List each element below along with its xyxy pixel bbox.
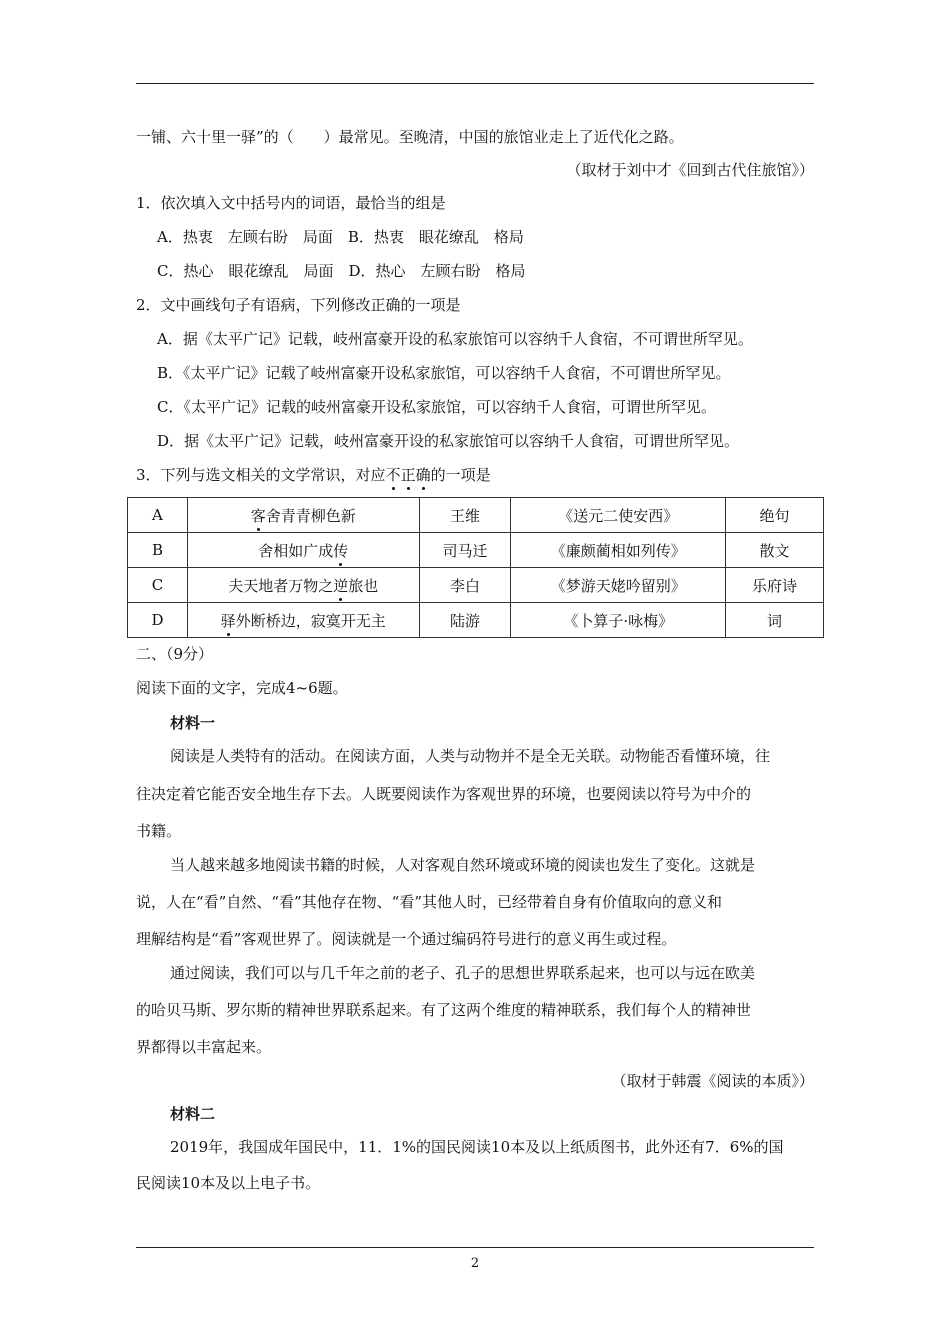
author-cell: 王维 — [419, 498, 511, 533]
page-number: 2 — [470, 1256, 480, 1271]
paragraph-line: 通过阅读，我们可以与几千年之前的老子、孔子的思想世界联系起来，也可以与远在欧美 — [170, 964, 756, 982]
paragraph-line: 民阅读10本及以上电子书。 — [136, 1174, 321, 1192]
table-row — [128, 533, 824, 568]
q2-option-b: B．《太平广记》记载了岐州富豪开设私家旅馆，可以容纳千人食宿，不可谓世所罕见。 — [157, 364, 731, 382]
row-letter: A — [128, 498, 188, 533]
footer-rule — [136, 1247, 814, 1248]
material-one-title: 材料一 — [170, 714, 216, 732]
genre-cell: 乐府诗 — [726, 568, 824, 603]
q2-option-a: A．据《太平广记》记载，岐州富豪开设的私家旅馆可以容纳千人食宿，不可谓世所罕见。 — [157, 330, 753, 348]
table-row — [128, 498, 824, 533]
header-rule — [136, 83, 814, 84]
paragraph-line: 当人越来越多地阅读书籍的时候，人对客观自然环境或环境的阅读也发生了变化。这就是 — [170, 856, 756, 874]
emphasis-char: 驿 — [220, 611, 236, 630]
paragraph-line: 理解结构是“看”客观世界了。阅读就是一个通过编码符号进行的意义再生或过程。 — [136, 930, 677, 948]
q3-stem — [136, 465, 491, 485]
emphasis-char: 不 — [385, 466, 401, 484]
work-cell: 《梦游天姥吟留别》 — [511, 568, 726, 603]
row-letter: B — [128, 533, 188, 568]
row-letter: C — [128, 568, 188, 603]
work-cell: 《送元二使安西》 — [511, 498, 726, 533]
q2-option-c: C．《太平广记》记载的岐州富豪开设私家旅馆，可以容纳千人食宿，可谓世所罕见。 — [157, 398, 716, 416]
genre-cell: 绝句 — [726, 498, 824, 533]
q2-stem: 2．文中画线句子有语病，下列修改正确的一项是 — [136, 296, 461, 314]
table-row — [128, 568, 824, 603]
passage-source: （取材于刘中才《回到古代住旅馆》） — [566, 161, 814, 179]
q3-stem-after: 的一项是 — [430, 466, 491, 484]
author-cell: 司马迁 — [419, 533, 511, 568]
paragraph-line: 往决定着它能否安全地生存下去。人既要阅读作为客观世界的环境，也要阅读以符号为中介的 — [136, 785, 752, 803]
emphasis-char: 逆 — [333, 576, 349, 595]
paragraph-line: 阅读是人类特有的活动。在阅读方面，人类与动物并不是全无关联。动物能否看懂环境，往 — [170, 747, 771, 765]
table-row — [128, 603, 824, 638]
material-one-source: （取材于韩震《阅读的本质》） — [611, 1072, 814, 1090]
genre-cell: 散文 — [726, 533, 824, 568]
section-title: 二、（9分） — [136, 645, 214, 663]
q3-stem-before: 3．下列与选文相关的文学常识，对应 — [136, 466, 386, 484]
paragraph-line: 书籍。 — [136, 822, 182, 840]
q1-options-ab: A．热衷 左顾右盼 局面 B．热衷 眼花缭乱 格局 — [157, 228, 524, 246]
material-two-title: 材料二 — [170, 1105, 216, 1123]
quote-cell: 夫天地者万物之逆旅也 — [187, 568, 419, 603]
work-cell: 《廉颇蔺相如列传》 — [511, 533, 726, 568]
row-letter: D — [128, 603, 188, 638]
author-cell: 陆游 — [419, 603, 511, 638]
paragraph-line: 说，人在“看”自然、“看”其他存在物、“看”其他人时，已经带着自身有价值取向的意义和 — [136, 893, 723, 911]
emphasis-char: 客 — [250, 506, 266, 525]
section-intro: 阅读下面的文字，完成4~6题。 — [136, 679, 348, 697]
quote-cell: 客舍青青柳色新 — [187, 498, 419, 533]
q1-stem: 1．依次填入文中括号内的词语，最恰当的组是 — [136, 194, 446, 212]
emphasis-char: 确 — [415, 466, 431, 484]
emphasis-char: 传 — [333, 541, 349, 560]
paragraph-line: 2019年，我国成年国民中，11．1%的国民阅读10本及以上纸质图书，此外还有7．6%的国 — [170, 1138, 784, 1156]
q1-options-cd: C．热心 眼花缭乱 局面 D．热心 左顾右盼 格局 — [157, 262, 526, 280]
q2-option-d: D．据《太平广记》记载，岐州富豪开设的私家旅馆可以容纳千人食宿，可谓世所罕见。 — [157, 432, 740, 450]
work-cell: 《卜算子·咏梅》 — [511, 603, 726, 638]
paragraph-line: 的哈贝马斯、罗尔斯的精神世界联系起来。有了这两个维度的精神联系，我们每个人的精神世 — [136, 1001, 752, 1019]
literature-table — [127, 497, 824, 638]
quote-cell: 驿外断桥边，寂寞开无主 — [187, 603, 419, 638]
passage-fragment: 一铺、六十里一驿”的（ ）最常见。至晚清，中国的旅馆业走上了近代化之路。 — [136, 128, 684, 146]
genre-cell: 词 — [726, 603, 824, 638]
quote-cell: 舍相如广成传 — [187, 533, 419, 568]
emphasis-char: 正 — [400, 466, 416, 484]
paragraph-line: 界都得以丰富起来。 — [136, 1038, 272, 1056]
author-cell: 李白 — [419, 568, 511, 603]
